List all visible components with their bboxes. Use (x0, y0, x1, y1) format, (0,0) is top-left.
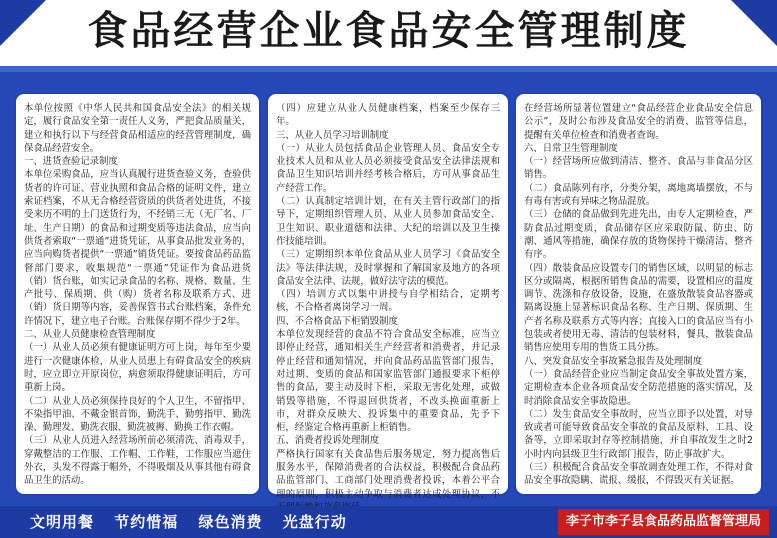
slogan: 绿色消费 (198, 513, 263, 531)
paragraph: 本单位按照《中华人民共和国食品安全法》的相关规定，履行食品安全第一责任人义务，严把食品质量关，建立和执行以下与经营食品相适应的经营管理制度，确保食品经营安全。 (24, 103, 251, 154)
paragraph: 本单位发现经营的食品不符合食品安全标准，应当立即停止经营，通知相关生产经营者和消费者，并记录停止经营和通知情况，并向食品药品监管部门报告，对过期、变质的食品和国家监管部门通报要求下柜停售的食品，要主动及时下柜，采取无害化处理，或做销毁等措施，不得退回供货者，不改头换面重新上市，对群众反映大、投诉集中的重要食品，先予下柜，经鉴定合格再重新上柜销售。 (276, 329, 500, 434)
paragraph: （一）食品经营企业应当制定食品安全事故处置方案，定期检查本企业各项食品安全防范措施的落实情况，及时消除食品安全事故隐患。 (524, 368, 753, 407)
paragraph: （二）发生食品安全事故时，应当立即予以处置，对导致或者可能导致食品安全事故的食品及原料、工具、设备等，立即采取封存等控制措施，并自事故发生之时2小时内向县级卫生行政部门报告，防止事故扩大。 (524, 408, 753, 460)
text-panel-left (14, 92, 261, 496)
text-panel-right (514, 92, 763, 496)
paragraph: （四）培训方式以集中讲授与自学相结合，定期考核，不合格者离岗学习一周。 (276, 289, 500, 314)
paragraph: （一）从业人员必须有健康证明方可上岗，每年至少要进行一次健康体检，从业人员患上有碍食品安全的疾病时，应立即立开原岗位，病愈须取得健康证明后，方可重新上岗。 (24, 342, 251, 394)
paragraph: 本单位采购食品，应当认真履行进货查验义务，查验供货者的许可证、营业执照和食品合格的证明文件，建立索证档案，不从无合格经营资质的供货者处进货，不接受来历不明的上门送货行为，不经销三无（无厂名、厂址、生产日期）的食品和过期变质等违法食品，应当向供货者索取“一票通”进货凭证，从事食品批发业务的，应当向购货者提供“一票通”销货凭证。要按食品药品监督部门要求，收集规范“一票通”凭证作为食品进货（销）货台账，如实记录食品的名称、规格、数量、生产批号、保质期、供（购）货者名称及联系方式、进（销）货日期等内容，妥善保管书式台账档案，条件允许情况下，建立电子台账。台账保存期不得少于2年。 (24, 169, 251, 327)
paragraph: （二）认真制定培训计划，在有关主管行政部门的指导下，定期组织管理人员、从业人员参加食品安全、卫生知识、职业道德和法律、大纪的培训以及卫生操作技能培训。 (276, 196, 500, 247)
paragraph: （三）积极配合食品安全事故调查处理工作，不得对食品安全事故隐瞒、谎报、缓报，不得毁灭有关证据。 (524, 462, 753, 487)
paragraph: 严格执行国家有关食品售后服务规定，努力提高售后服务水平，保障消费者的合法权益，积极配合食品药品监管部门、工商部门处理消费者投诉，本着公平合理的原则，积极主动争取与消费者达成处理协议，不 (276, 448, 500, 500)
paragraph: （二）食品陈列有序，分类分架，离地离墙摆放，不与有毒有害或有异味之物品混放。 (524, 182, 753, 208)
slogan: 光盘行动 (282, 513, 347, 531)
paragraph: （四）应建立从业人员健康档案，档案至少保存三年。 (276, 103, 500, 128)
section-heading: 一、进货查验记录制度 (24, 156, 118, 168)
paragraph: （二）从业人员必须保持良好的个人卫生，不留指甲、不染指甲油、不戴金银首饰，勤洗手、勤剪指甲、勤洗澡、勤理发、勤洗衣服、勤洗被褥、勤换工作衣帽。 (24, 395, 251, 434)
page-title: 食品经营企业食品安全管理制度 (87, 8, 690, 54)
section-heading: 八、突发食品安全事故紧急报告及处理制度 (524, 355, 703, 367)
section-heading: 四、不合格食品下柜销毁制度 (276, 315, 398, 327)
slogan: 节约惜福 (114, 513, 179, 531)
paragraph: （一）从业人员包括食品企业管理人员、食品安全专业技术人员和从业人员必须接受食品安全法律法规和食品卫生知识培训并经考核合格后，方可从事食品生产经营工作。 (276, 142, 500, 194)
paragraph: （三）仓储的食品做到先进先出，由专人定期检查，严防食品过期变质，食品储存区应采取防鼠、防虫、防潮、通风等措施，确保存放的货物保持干燥清洁、整齐有序。 (524, 209, 753, 261)
section-heading: 二、从业人员健康检查管理制度 (24, 329, 156, 341)
authority-label: 李子市李子县食品药品监督管理局 (558, 509, 769, 535)
band-stripe (0, 66, 777, 72)
paragraph: （四）散装食品应设置专门的销售区域，以明显的标志区分或隔离，根据所销售食品的需要，设置相应的温度调节、洗涤和存放设备，设施，在盛放散装食品容器或隔离设施上显著标识食品名称、生产日期、保质期、生产者名称及联系方式等内容；直接入口的食品应当有小包装或者使用无毒、清洁的包装材料，餐具，散装食品销售应使用专用的售货工具分拣。 (524, 262, 753, 354)
section-heading: 六、日常卫生管理制度 (524, 142, 618, 154)
section-heading: 五、消费者投诉处理制度 (276, 435, 380, 447)
paragraph: 在经营场所显著位置建立“食品经营企业食品安全信息公示”，及时公布涉及食品安全的消费、监管等信息，提醒有关单位检查和消费者查询。 (524, 103, 753, 141)
section-heading: 三、从业人员学习培训制度 (276, 129, 389, 141)
paragraph: （一）经营场所应做到清洁、整齐、食品与非食品分区销售。 (524, 156, 753, 181)
footer-slogans (30, 511, 361, 533)
paragraph: （三）从业人员进入经营场所前必须清洗、消毒双手，穿戴整洁的工作服、工作帽、工作鞋，工作服应当遮住外衣，头发不得露于帽外，不得吸烟及从事其他有碍食品卫生的活动。 (24, 435, 251, 487)
paragraph: （三）定期组织本单位食品从业人员学习《食品安全法》等法律法规，及时掌握和了解国家及地方的各项食品安全法律、法规，做好法守法的模范。 (276, 249, 500, 287)
slogan: 文明用餐 (30, 513, 95, 531)
text-panel-middle (266, 92, 510, 500)
